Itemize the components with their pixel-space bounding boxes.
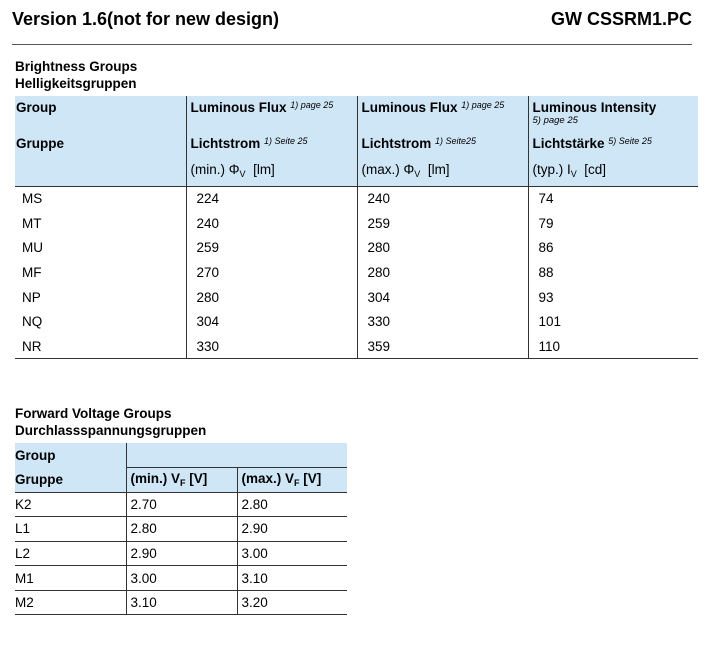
flux-max-cell: 280 bbox=[357, 260, 528, 285]
table-row bbox=[15, 541, 347, 566]
flux-max-header-de: Lichtstrom $^{1) Seite25}$ bbox=[357, 136, 528, 162]
voltage-group-cell: K2 bbox=[15, 492, 126, 517]
group-cell: MS bbox=[22, 191, 43, 207]
intensity-header-en: Luminous Intensity 5) page 25 bbox=[528, 96, 698, 136]
group-cell: MF bbox=[22, 264, 42, 280]
intensity-cell: 88 bbox=[528, 260, 698, 285]
intensity-cell: 93 bbox=[528, 285, 698, 310]
intensity-unit: (typ.) $I_V$ [cd] bbox=[528, 162, 698, 186]
flux-min-cell: 259 bbox=[186, 235, 357, 260]
flux-min-cell: 330 bbox=[186, 334, 357, 359]
flux-min-cell: 304 bbox=[186, 309, 357, 334]
table-row bbox=[15, 492, 347, 517]
document-title: Version 1.6(not for new design) bbox=[12, 9, 280, 29]
brightness-title-de: Helligkeitsgruppen bbox=[15, 76, 137, 91]
flux-min-unit: (min.) $\Phi_V$ [lm] bbox=[186, 162, 357, 186]
group-cell: NR bbox=[15, 334, 186, 359]
brightness-title-en: Brightness Groups bbox=[15, 59, 138, 74]
part-number: GW CSSRM1.PC bbox=[550, 9, 692, 29]
flux-max-cell: 280 bbox=[357, 235, 528, 260]
flux-max-header-en: Luminous Flux $^{1) page 25}$ bbox=[357, 96, 528, 136]
group-cell: NP bbox=[22, 289, 41, 305]
voltage-group-cell: M1 bbox=[15, 566, 126, 591]
header-divider bbox=[12, 44, 692, 45]
voltage-header-blank bbox=[126, 443, 347, 467]
voltage-group-cell: L2 bbox=[15, 541, 126, 566]
voltage-min-cell: 2.90 bbox=[126, 541, 237, 566]
intensity-cell: 74 bbox=[528, 186, 698, 211]
group-header-blank bbox=[15, 162, 186, 186]
voltage-group-cell: L1 bbox=[15, 517, 126, 542]
brightness-table bbox=[15, 96, 698, 359]
table-row bbox=[15, 517, 347, 542]
intensity-cell: 110 bbox=[528, 334, 698, 359]
voltage-title-en: Forward Voltage Groups bbox=[15, 406, 172, 421]
flux-max-cell: 330 bbox=[357, 309, 528, 334]
voltage-max-cell: 2.90 bbox=[237, 517, 347, 542]
table-row bbox=[15, 309, 698, 334]
table-row bbox=[15, 334, 698, 359]
table-row bbox=[15, 590, 347, 615]
table-row bbox=[15, 211, 698, 236]
intensity-cell: 79 bbox=[528, 211, 698, 236]
voltage-title-de: Durchlassspannungsgruppen bbox=[15, 423, 207, 438]
brightness-section-title bbox=[15, 58, 137, 92]
voltage-min-cell: 2.80 bbox=[126, 517, 237, 542]
flux-max-unit: (max.) $\Phi_V$ [lm] bbox=[357, 162, 528, 186]
flux-max-cell: 359 bbox=[357, 334, 528, 359]
group-header-de: Gruppe bbox=[15, 136, 186, 162]
intensity-cell: 101 bbox=[528, 309, 698, 334]
voltage-max-header: (max.) $V_F$ [V] bbox=[237, 467, 347, 492]
voltage-section-title bbox=[15, 405, 206, 439]
voltage-group-header-en: Group bbox=[15, 443, 126, 467]
voltage-group-cell: M2 bbox=[15, 590, 126, 615]
group-cell: NQ bbox=[22, 314, 43, 330]
voltage-min-cell: 3.00 bbox=[126, 566, 237, 591]
table-row bbox=[15, 186, 698, 211]
table-row bbox=[15, 566, 347, 591]
voltage-max-cell: 3.20 bbox=[237, 590, 347, 615]
flux-min-cell: 240 bbox=[186, 211, 357, 236]
table-row bbox=[15, 235, 698, 260]
table-row bbox=[15, 285, 698, 310]
group-cell: MU bbox=[22, 240, 43, 256]
intensity-header-de: Lichtstärke $^{5) Seite 25}$ bbox=[528, 136, 698, 162]
flux-min-header-en: Luminous Flux $^{1) page 25}$ bbox=[186, 96, 357, 136]
table-row bbox=[15, 260, 698, 285]
flux-min-header-de: Lichtstrom $^{1) Seite 25}$ bbox=[186, 136, 357, 162]
flux-min-cell: 224 bbox=[186, 186, 357, 211]
group-cell: MT bbox=[22, 215, 42, 231]
voltage-max-cell: 3.10 bbox=[237, 566, 347, 591]
flux-max-cell: 304 bbox=[357, 285, 528, 310]
intensity-cell: 86 bbox=[528, 235, 698, 260]
voltage-table bbox=[15, 443, 347, 615]
voltage-max-cell: 2.80 bbox=[237, 492, 347, 517]
voltage-min-cell: 2.70 bbox=[126, 492, 237, 517]
voltage-max-cell: 3.00 bbox=[237, 541, 347, 566]
flux-min-cell: 270 bbox=[186, 260, 357, 285]
flux-min-cell: 280 bbox=[186, 285, 357, 310]
voltage-min-header: (min.) $V_F$ [V] bbox=[126, 467, 237, 492]
flux-max-cell: 240 bbox=[357, 186, 528, 211]
flux-max-cell: 259 bbox=[357, 211, 528, 236]
voltage-min-cell: 3.10 bbox=[126, 590, 237, 615]
voltage-group-header-de: Gruppe bbox=[15, 467, 126, 492]
group-header-en: Group bbox=[15, 96, 186, 136]
